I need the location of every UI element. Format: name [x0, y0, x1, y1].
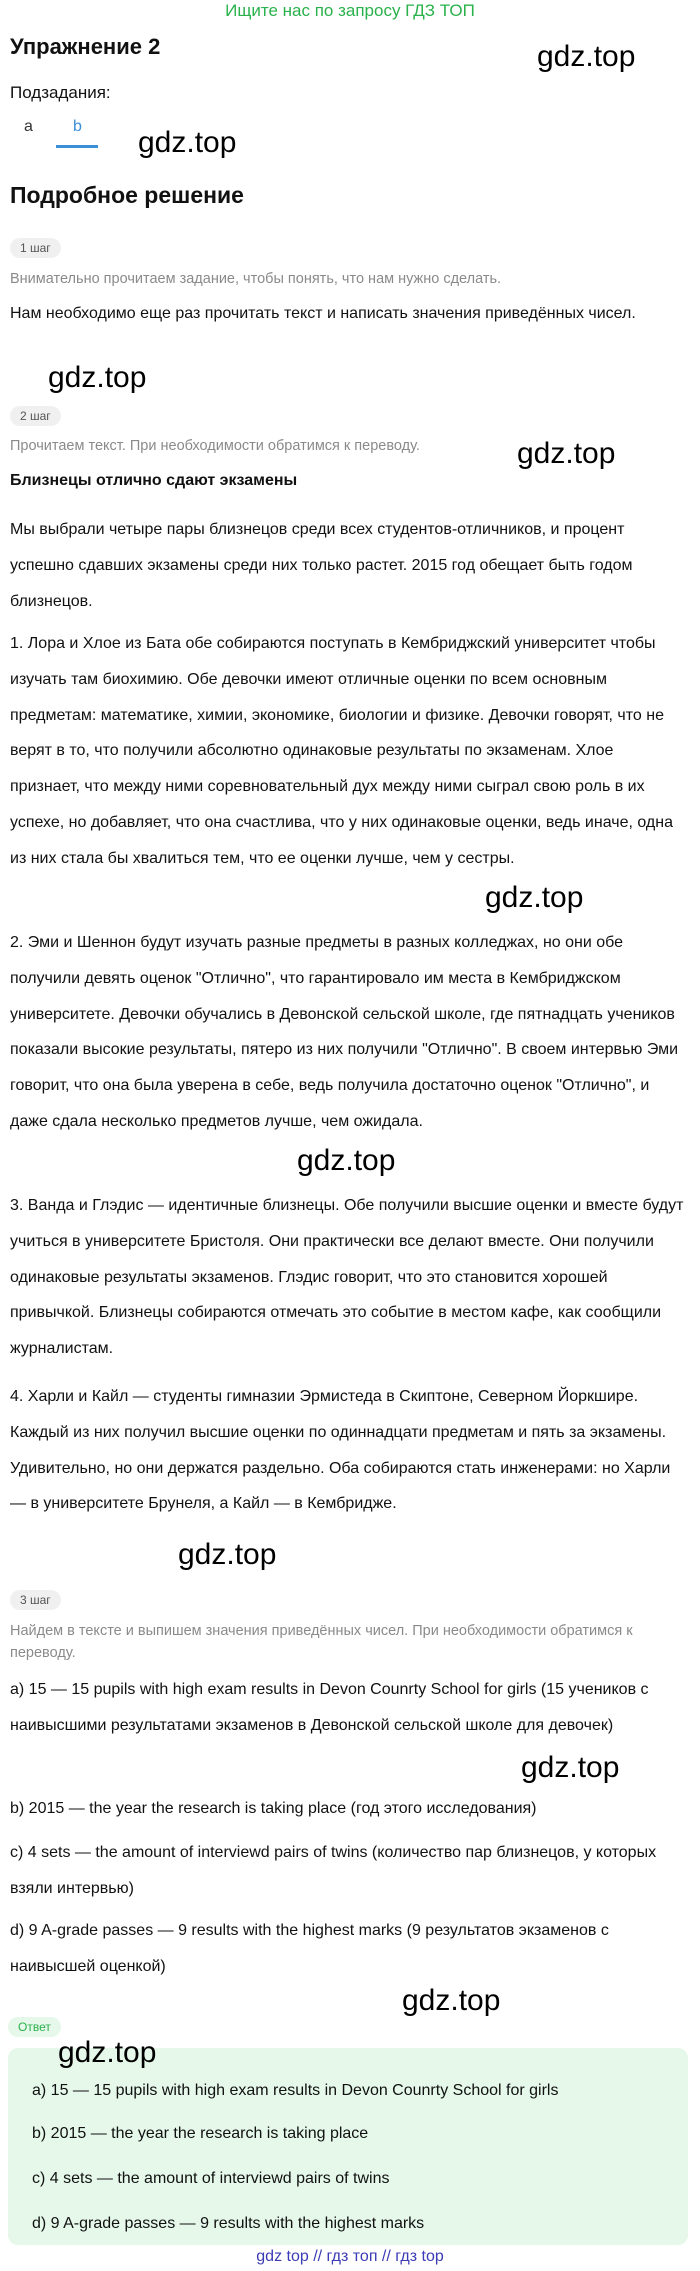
answer-item: d) 9 A-grade passes — 9 results with the highest marks	[32, 2215, 425, 2232]
step-text: Нам необходимо еще раз прочитать текст и написать значения приведённых чисел.	[10, 305, 636, 322]
watermark: gdz.top	[58, 2036, 157, 2069]
answer-item: a) 15 — 15 pupils with high exam results in Devon Counrty School for girls	[32, 2082, 559, 2099]
list-item: a) 15 — 15 pupils with high exam results in Devon Counrty School for girls (15 учеников с наивысшими результатами экзаменов в Девонской сельской школе для девочек)	[10, 1681, 649, 1734]
list-item: d) 9 A-grade passes — 9 results with the highest marks (9 результатов экзаменов с наивысшей оценкой)	[10, 1922, 609, 1975]
paragraph: 2. Эми и Шеннон будут изучать разные предметы в разных колледжах, но они обе получили девять оценок "Отлично", что гарантировало им места в Кембриджском университете. Девочки обучались в Девонской сельской школе, где пятнадцать учеников показали высокие результаты, пятеро из них получили "Отлично". В своем интервью Эми говорит, что она была уверена в себе, ведь получила достаточно оценок "Отлично", и даже сдала несколько предметов лучше, чем ожидала.	[10, 934, 679, 1130]
page-title: Упражнение 2	[10, 34, 161, 59]
watermark: gdz.top	[485, 881, 584, 914]
subtasks-label: Подзадания:	[10, 83, 111, 102]
search-banner[interactable]: Ищите нас по запросу ГДЗ ТОП	[225, 1, 475, 20]
tab-subtask-b[interactable]: b	[73, 118, 82, 135]
solution-heading: Подробное решение	[10, 182, 244, 208]
step-hint: Внимательно прочитаем задание, чтобы понять, что нам нужно сделать.	[10, 271, 502, 287]
answer-item: b) 2015 — the year the research is taking place	[32, 2125, 369, 2142]
watermark: gdz.top	[138, 126, 237, 159]
step-badge: 2 шаг	[10, 406, 61, 426]
list-item: b) 2015 — the year the research is taking place (год этого исследования)	[10, 1800, 537, 1817]
answer-item: c) 4 sets — the amount of interviewd pairs of twins	[32, 2170, 390, 2187]
paragraph: 4. Харли и Кайл — студенты гимназии Эрмистеда в Скиптоне, Северном Йоркшире. Каждый из них получил высшие оценки по одиннадцати предметам и пять за экзамены. Удивительно, но они держатся раздельно. Оба собираются стать инженерами: но Харли — в университете Брунеля, а Кайл — в Кембридже.	[10, 1388, 671, 1513]
paragraph: Мы выбрали четыре пары близнецов среди всех студентов-отличников, и процент успешно сдавших экзамены среди них только растет. 2015 год обещает быть годом близнецов.	[10, 521, 633, 610]
paragraph: 3. Ванда и Глэдис — идентичные близнецы. Обе получили высшие оценки и вместе будут учиться в университете Бристоля. Они практически все делают вместе. Они получили одинаковые результаты экзаменов. Глэдис говорит, что это становится хорошей привычкой. Близнецы собираются отмечать это событие в местом кафе, как сообщили журналистам.	[10, 1197, 684, 1358]
answer-badge: Ответ	[8, 2017, 61, 2037]
list-item: c) 4 sets — the amount of interviewd pairs of twins (количество пар близнецов, у которых взяли интервью)	[10, 1844, 657, 1897]
paragraph: 1. Лора и Хлое из Бата обе собираются поступать в Кембриджский университет чтобы изучать там биохимию. Обе девочки имеют отличные оценки по всем основным предметам: математике, химии, экономике, биологии и физике. Девочки говорят, что не верят в то, что получили абсолютно одинаковые результаты по экзаменам. Хлое признает, что между ними соревновательный дух между ними сыграл свою роль в их успехе, но добавляет, что она счастлива, что у них одинаковые оценки, ведь иначе, одна из них стала бы хвалиться тем, что ее оценки лучше, чем у сестры.	[10, 635, 673, 867]
watermark: gdz.top	[178, 1538, 277, 1571]
text-heading: Близнецы отлично сдают экзамены	[10, 472, 298, 489]
watermark: gdz.top	[521, 1751, 620, 1784]
watermark: gdz.top	[517, 437, 616, 470]
active-tab-indicator	[56, 145, 98, 148]
step-hint: Найдем в тексте и выпишем значения приведённых чисел. При необходимости обратимся к переводу.	[10, 1623, 633, 1661]
watermark: gdz.top	[297, 1144, 396, 1177]
footer-links[interactable]: gdz top // гдз топ // гдз top	[256, 2248, 444, 2265]
step-badge: 1 шаг	[10, 238, 61, 258]
watermark: gdz.top	[537, 40, 636, 73]
tab-subtask-a[interactable]: a	[24, 118, 33, 135]
step-badge: 3 шаг	[10, 1590, 61, 1610]
watermark: gdz.top	[48, 361, 147, 394]
step-hint: Прочитаем текст. При необходимости обратимся к переводу.	[10, 438, 420, 454]
watermark: gdz.top	[402, 1984, 501, 2017]
